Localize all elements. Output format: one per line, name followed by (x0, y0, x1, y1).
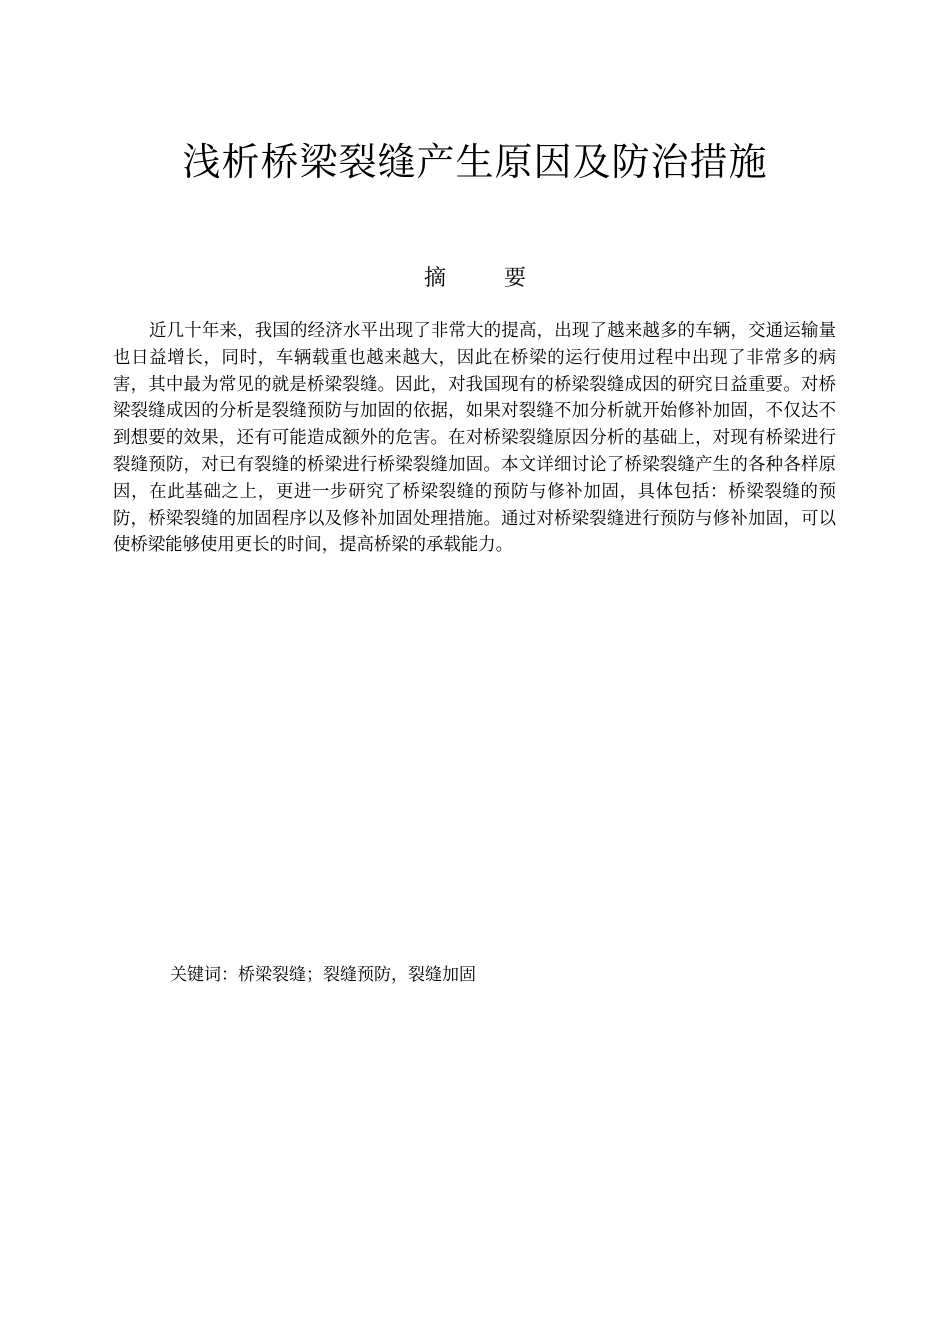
abstract-body: 近几十年来，我国的经济水平出现了非常大的提高，出现了越来越多的车辆，交通运输量也日益增长，同时，车辆载重也越来越大，因此在桥梁的运行使用过程中出现了非常多的病害，其中最为常见的就是桥梁裂缝。因此，对我国现有的桥梁裂缝成因的研究日益重要。对桥梁裂缝成因的分析是裂缝预防与加固的依据，如果对裂缝不加分析就开始修补加固，不仅达不到想要的效果，还有可能造成额外的危害。在对桥梁裂缝原因分析的基础上，对现有桥梁进行裂缝预防，对已有裂缝的桥梁进行桥梁裂缝加固。本文详细讨论了桥梁裂缝产生的各种各样原因，在此基础之上，更进一步研究了桥梁裂缝的预防与修补加固，具体包括：桥梁裂缝的预防，桥梁裂缝的加固程序以及修补加固处理措施。通过对桥梁裂缝进行预防与修补加固，可以使桥梁能够使用更长的时间，提高桥梁的承载能力。 (113, 321, 836, 556)
keywords-line: 关键词：桥梁裂缝；裂缝预防，裂缝加固 (170, 965, 476, 985)
abstract-heading: 摘 要 (423, 266, 544, 291)
document-title: 浅析桥梁裂缝产生原因及防治措施 (182, 140, 768, 184)
